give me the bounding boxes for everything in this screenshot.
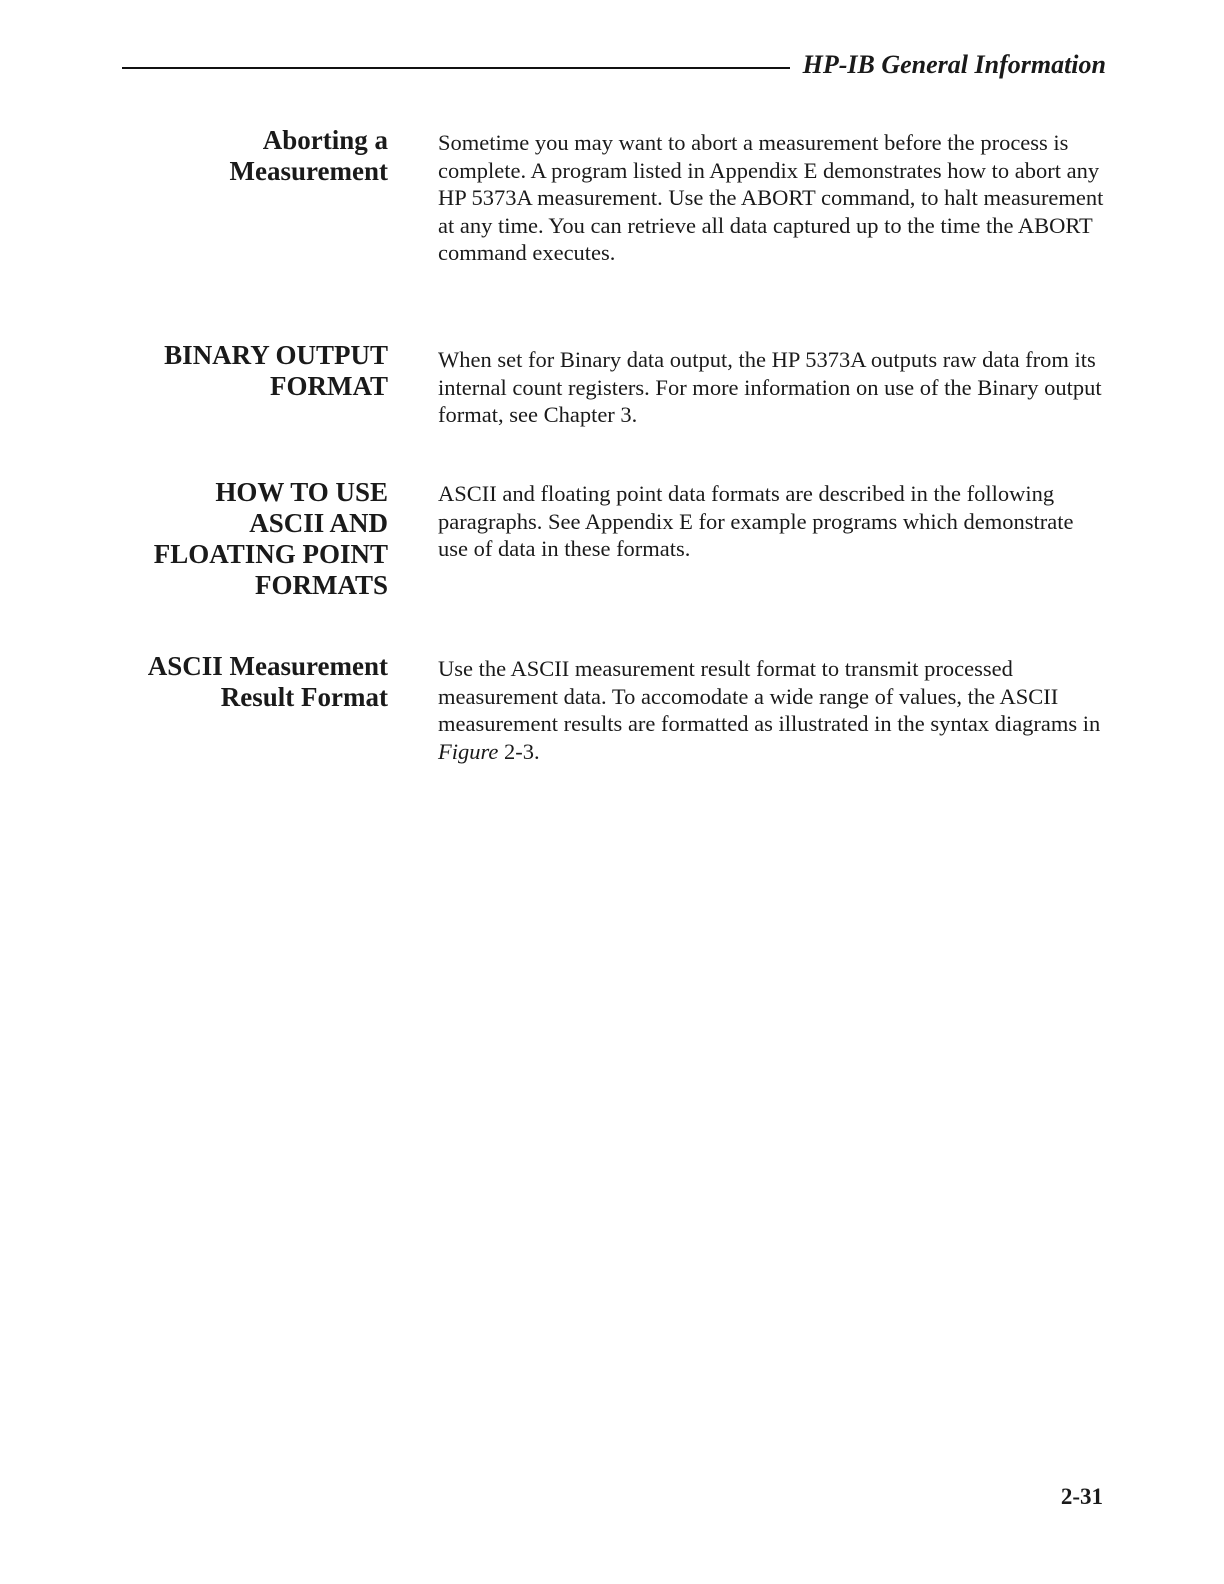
page-number: 2-31 [1060,1484,1103,1509]
figure-reference-label: Figure [438,738,499,764]
header-rule [122,67,790,69]
heading-line: Measurement [229,156,388,186]
section-heading [88,651,388,713]
section-heading [88,477,388,601]
section-body: When set for Binary data output, the HP 5373A outputs raw data from its internal count registers. For more information on use of the Binary output format, see Chapter 3. [438,347,1102,427]
section-body: Sometime you may want to abort a measurement before the process is complete. A program listed in Appendix E demonstrates how to abort any HP 5373A measurement. Use the ABORT command, to halt measurement at any time. You can retrieve all data captured up to the time the ABORT command executes. [438,130,1104,265]
heading-line: HOW TO USE [215,477,388,507]
heading-line: ASCII Measurement [147,651,388,681]
section-heading [88,125,388,187]
section-body [438,655,1108,765]
heading-line: ASCII AND [249,508,388,538]
section-body: ASCII and floating point data formats are described in the following paragraphs. See Appendix E for example programs which demonstrate use of data in these formats. [438,481,1074,561]
body-text-run: Use the ASCII measurement result format to transmit processed measurement data. To accomodate a wide range of values, the ASCII measurement results are formatted as illustrated in the syntax diagrams in [438,656,1101,736]
heading-line: Result Format [220,682,388,712]
heading-line: FLOATING POINT [153,539,388,569]
heading-line: BINARY OUTPUT [164,340,388,370]
figure-reference-number: 2-3. [504,738,540,764]
heading-line: FORMATS [255,570,388,600]
heading-line: Aborting a [262,125,388,155]
section-heading [88,340,388,402]
heading-line: FORMAT [270,371,388,401]
running-header-title: HP-IB General Information [802,50,1106,79]
